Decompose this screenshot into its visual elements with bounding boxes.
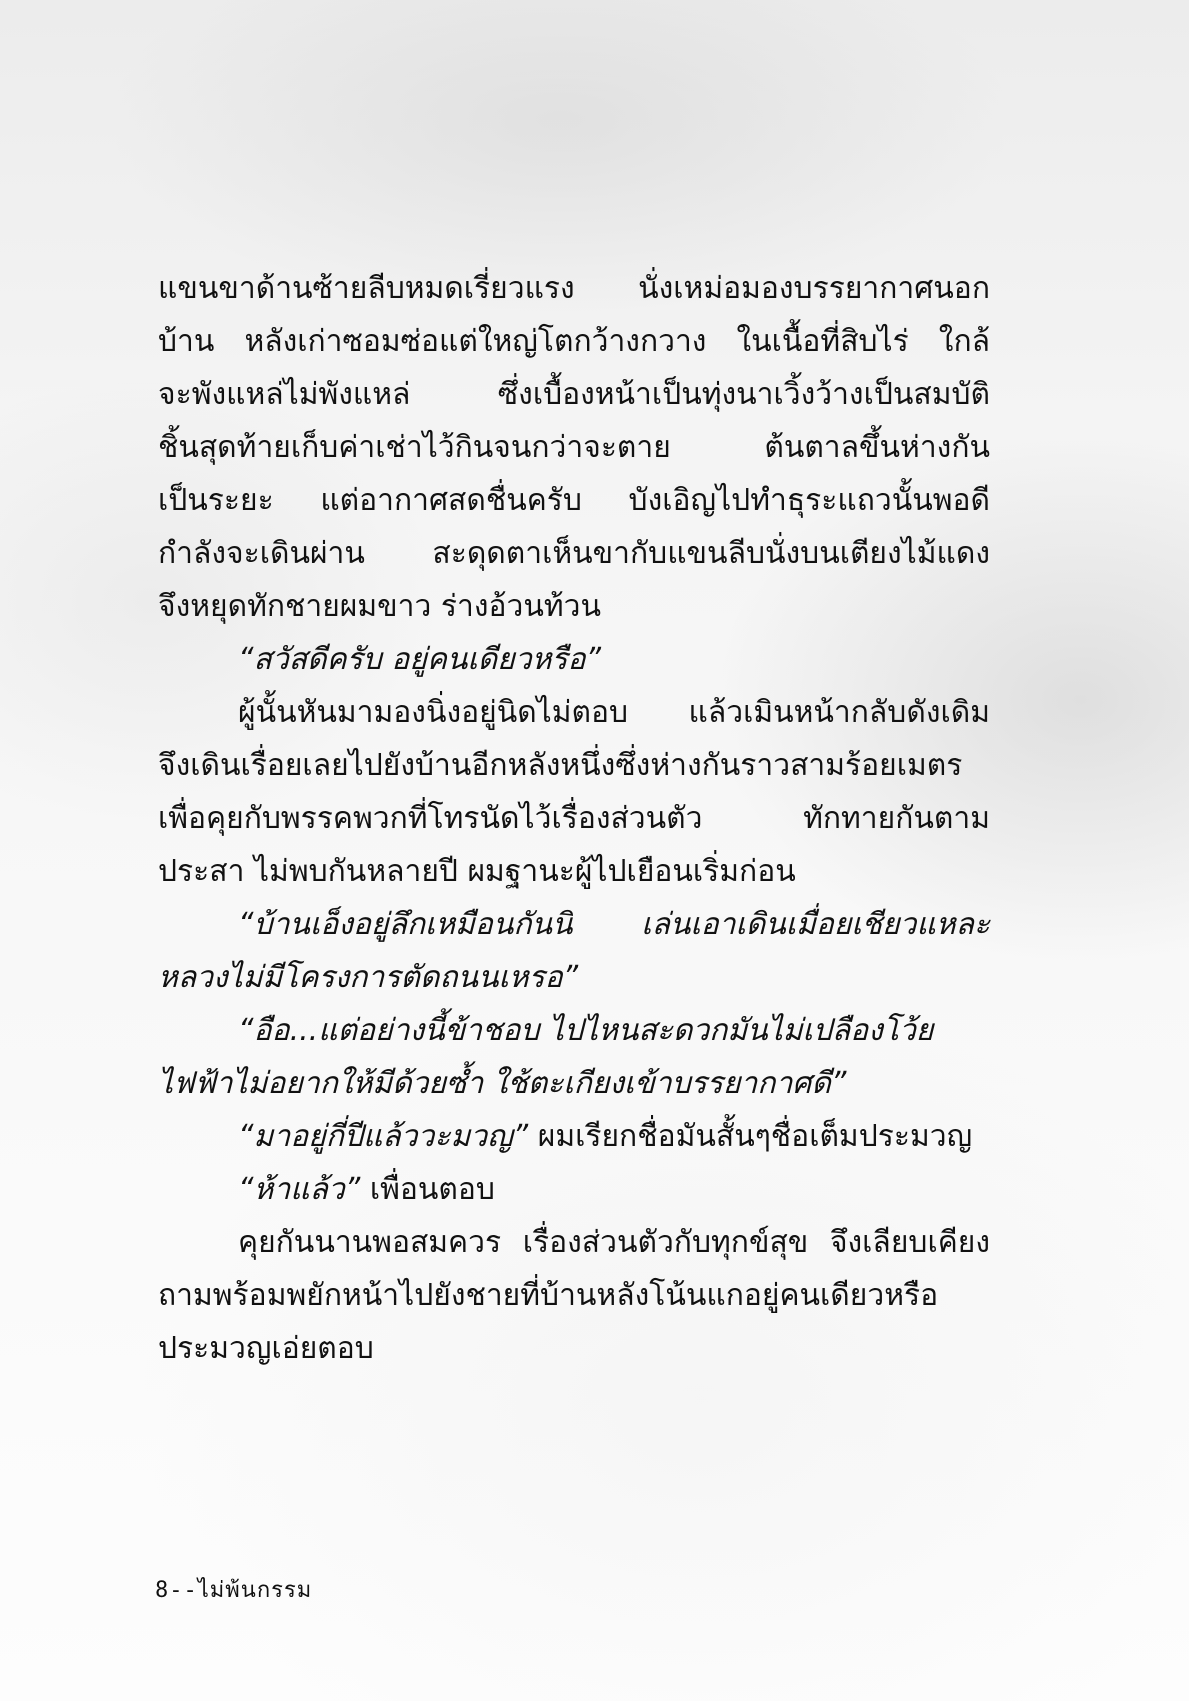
- dialogue-quote: “อือ...แต่อย่างนี้ข้าชอบ ไปไหนสะดวกมันไม่เปลืองโว้ย: [238, 1013, 934, 1048]
- text-line: ชิ้นสุดท้ายเก็บค่าเช่าไว้กินจนกว่าจะตาย ต้นตาลขึ้นห่างกัน: [158, 430, 990, 465]
- text-line: ผู้นั้นหันมามองนิ่งอยู่นิดไม่ตอบ แล้วเมินหน้ากลับดังเดิม: [238, 695, 990, 730]
- dialogue-line: [158, 951, 990, 1004]
- body-text: [158, 262, 990, 1375]
- text-line: จึงเดินเรื่อยเลยไปยังบ้านอีกหลังหนึ่งซึ่งห่างกันราวสามร้อยเมตร: [158, 748, 963, 783]
- dialogue-quote: “ห้าแล้ว”: [238, 1172, 361, 1207]
- dialogue-line: [158, 898, 990, 951]
- dialogue-line: [158, 1110, 990, 1163]
- dialogue-line: [158, 1004, 990, 1057]
- text-line: กำลังจะเดินผ่าน สะดุดตาเห็นขากับแขนลีบนั่งบนเตียงไม้แดง: [158, 536, 990, 571]
- narration-text: เพื่อนตอบ: [360, 1172, 495, 1207]
- text-line: คุยกันนานพอสมควร เรื่องส่วนตัวกับทุกข์สุข จึงเลียบเคียง: [238, 1225, 990, 1260]
- text-line: บ้าน หลังเก่าซอมซ่อแต่ใหญ่โตกว้างกวาง ในเนื้อที่สิบไร่ ใกล้: [158, 324, 990, 359]
- page-footer: 8--ไม่พ้นกรรม: [155, 1578, 313, 1603]
- dialogue-quote: หลวงไม่มีโครงการตัดถนนเหรอ”: [158, 960, 579, 995]
- dialogue-quote: ไฟฟ้าไม่อยากให้มีด้วยซ้ำ ใช้ตะเกียงเข้าบรรยากาศดี”: [158, 1066, 847, 1101]
- text-line: ประสา ไม่พบกันหลายปี ผมฐานะผู้ไปเยือนเริ่มก่อน: [158, 854, 796, 889]
- dialogue-line: [158, 633, 990, 686]
- narration-text: ผมเรียกชื่อมันสั้นๆชื่อเต็มประมวญ: [528, 1119, 973, 1154]
- dialogue-line: [158, 1057, 990, 1110]
- text-line: จะพังแหล่ไม่พังแหล่ ซึ่งเบื้องหน้าเป็นทุ่งนาเวิ้งว้างเป็นสมบัติ: [158, 377, 990, 412]
- text-line: แขนขาด้านซ้ายลีบหมดเรี่ยวแรง นั่งเหม่อมองบรรยากาศนอก: [158, 271, 990, 306]
- text-line: เป็นระยะ แต่อากาศสดชื่นครับ บังเอิญไปทำธุระแถวนั้นพอดี: [158, 483, 990, 518]
- text-line: ถามพร้อมพยักหน้าไปยังชายที่บ้านหลังโน้นแกอยู่คนเดียวหรือ: [158, 1278, 939, 1313]
- text-line: เพื่อคุยกับพรรคพวกที่โทรนัดไว้เรื่องส่วนตัว ทักทายกันตาม: [158, 801, 990, 836]
- text-line: ประมวญเอ่ยตอบ: [158, 1331, 374, 1366]
- dialogue-quote: “บ้านเอ็งอยู่ลึกเหมือนกันนิ เล่นเอาเดินเมื่อยเชียวแหละ: [238, 907, 990, 942]
- text-line: จึงหยุดทักชายผมขาว ร่างอ้วนท้วน: [158, 589, 601, 624]
- dialogue-quote: “มาอยู่กี่ปีแล้ววะมวญ”: [238, 1119, 529, 1154]
- dialogue-line: [158, 1163, 990, 1216]
- dialogue-quote: “สวัสดีครับ อยู่คนเดียวหรือ”: [238, 642, 602, 677]
